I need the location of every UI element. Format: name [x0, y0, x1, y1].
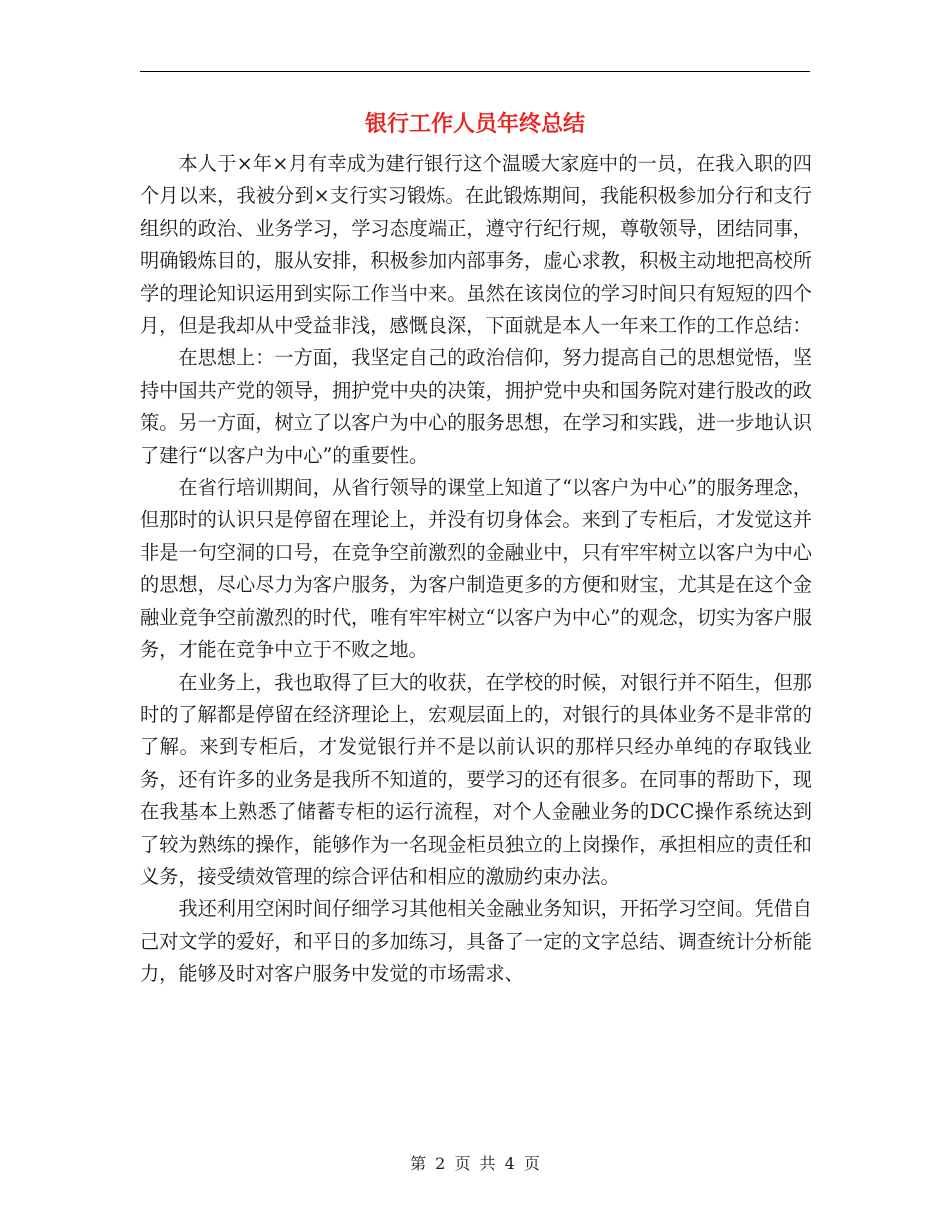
paragraph-self-study: 我还利用空闲时间仔细学习其他相关金融业务知识，开拓学习空间。凭借自己对文学的爱好，和平日的多加练习，具备了一定的文字总结、调查统计分析能力，能够及时对客户服务中发觉的市场需求、: [140, 897, 812, 986]
paragraph-ideology: 在思想上：一方面，我坚定自己的政治信仰，努力提高自己的思想觉悟，坚持中国共产党的领导，拥护党中央的决策，拥护党中央和国务院对建行股改的政策。另一方面，树立了以客户为中心的服务思想，在学习和实践，进一步地认识了建行“以客户为中心”的重要性。: [140, 346, 812, 467]
paragraph-intro: 本人于×年×月有幸成为建行银行这个温暖大家庭中的一员，在我入职的四个月以来，我被分到×支行实习锻炼。在此锻炼期间，我能积极参加分行和支行组织的政治、业务学习，学习态度端正，遵守行纪行规，尊敬领导，团结同事，明确锻炼目的，服从安排，积极参加内部事务，虚心求教，积极主动地把高校所学的理论知识运用到实际工作当中来。虽然在该岗位的学习时间只有短短的四个月，但是我却从中受益非浅，感慨良深，下面就是本人一年来工作的工作总结：: [140, 152, 812, 338]
paragraph-training: 在省行培训期间，从省行领导的课堂上知道了“以客户为中心”的服务理念，但那时的认识只是停留在理论上，并没有切身体会。来到了专柜后，才发觉这并非是一句空洞的口号，在竞争空前激烈的金融业中，只有牢牢树立以客户为中心的思想，尽心尽力为客户服务，为客户制造更多的方便和财宝，尤其是在这个金融业竞争空前激烈的时代，唯有牢牢树立“以客户为中心”的观念，切实为客户服务，才能在竞争中立于不败之地。: [140, 476, 813, 662]
header-rule: [140, 71, 810, 72]
paragraph-business: 在业务上，我也取得了巨大的收获，在学校的时候，对银行并不陌生，但那时的了解都是停留在经济理论上，宏观层面上的，对银行的具体业务不是非常的了解。来到专柜后，才发觉银行并不是以前认识的那样只经办单纯的存取钱业务，还有许多的业务是我所不知道的，要学习的还有很多。在同事的帮助下，现在我基本上熟悉了储蓄专柜的运行流程，对个人金融业务的DCC操作系统达到了较为熟练的操作，能够作为一名现金柜员独立的上岗操作，承担相应的责任和义务，接受绩效管理的综合评估和相应的激励约束办法。: [140, 670, 812, 888]
document-title: 银行工作人员年终总结: [364, 112, 585, 137]
page-number-footer: 第 2 页 共 4 页: [410, 1154, 540, 1173]
document-body: [140, 148, 812, 991]
